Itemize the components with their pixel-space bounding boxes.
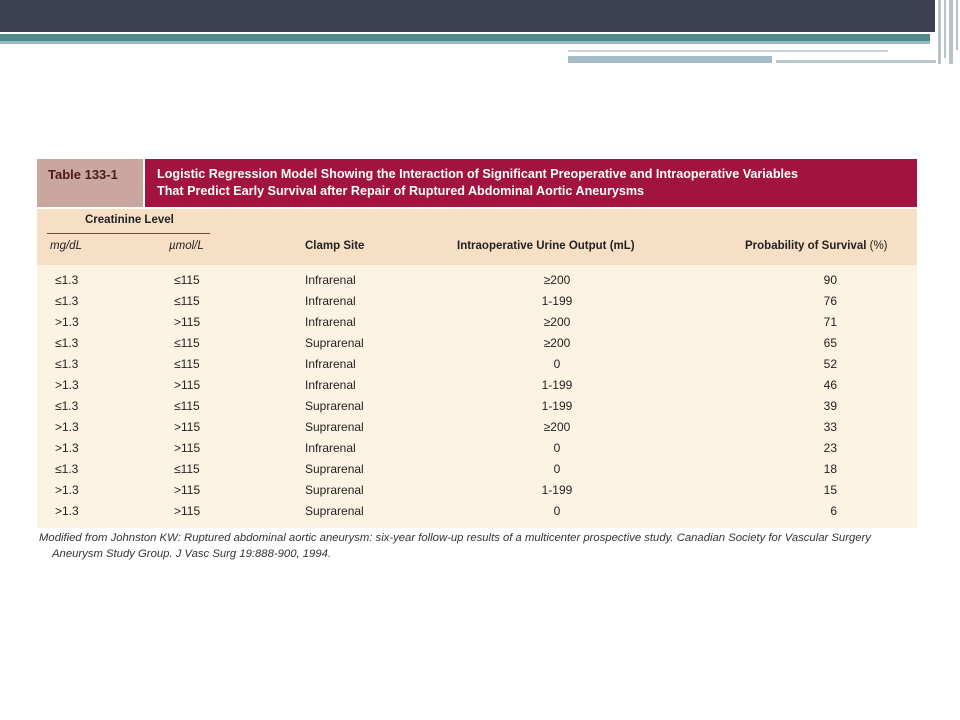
table-footnote (39, 530, 919, 562)
table-title (145, 159, 917, 207)
slide-accent-band (0, 34, 930, 41)
cell-creatinine-mgdl: >1.3 (55, 420, 79, 434)
column-header-mgdl: mg/dL (50, 240, 82, 252)
cell-clamp-site: Suprarenal (305, 336, 364, 350)
cell-urine-output: ≥200 (543, 420, 571, 434)
column-header-probability: Probability of Survival (%) (745, 240, 888, 252)
table-row (37, 333, 917, 354)
cell-clamp-site: Infrarenal (305, 357, 356, 371)
cell-probability: 46 (823, 378, 837, 392)
cell-urine-output: 1-199 (541, 399, 573, 413)
footnote-line: Modified from Johnston KW: Ruptured abdominal aortic aneurysm: six-year follow-up results of a multicenter prospective study. Canadian Society for Vascular Surgery (39, 532, 871, 544)
cell-urine-output: 1-199 (541, 378, 573, 392)
footnote-line: Aneurysm Study Group. J Vasc Surg 19:888-900, 1994. (52, 548, 332, 560)
cell-urine-output: 0 (553, 357, 561, 371)
cell-creatinine-mgdl: >1.3 (55, 441, 79, 455)
cell-creatinine-umol: ≤115 (174, 336, 200, 350)
cell-probability: 39 (823, 399, 837, 413)
cell-probability: 90 (823, 273, 837, 287)
cell-creatinine-mgdl: ≤1.3 (55, 462, 79, 476)
cell-urine-output: 0 (553, 504, 561, 518)
cell-clamp-site: Infrarenal (305, 315, 356, 329)
cell-clamp-site: Infrarenal (305, 378, 356, 392)
cell-clamp-site: Infrarenal (305, 441, 356, 455)
cell-urine-output: ≥200 (543, 315, 571, 329)
cell-probability: 18 (823, 462, 837, 476)
table-title-line: That Predict Early Survival after Repair of Ruptured Abdominal Aortic Aneurysms (157, 184, 645, 198)
cell-creatinine-mgdl: ≤1.3 (55, 273, 79, 287)
cell-clamp-site: Suprarenal (305, 483, 364, 497)
table-row (37, 438, 917, 459)
column-header-umol: µmol/L (169, 240, 204, 252)
table-row (37, 270, 917, 291)
cell-clamp-site: Infrarenal (305, 273, 356, 287)
cell-clamp-site: Suprarenal (305, 399, 364, 413)
slide-decor-vertical-bars (936, 0, 960, 64)
cell-creatinine-umol: >115 (174, 378, 201, 392)
cell-creatinine-mgdl: >1.3 (55, 483, 79, 497)
cell-creatinine-umol: >115 (174, 315, 201, 329)
cell-creatinine-mgdl: ≤1.3 (55, 294, 79, 308)
table-number: Table 133-1 (37, 159, 143, 207)
cell-creatinine-mgdl: ≤1.3 (55, 357, 79, 371)
cell-urine-output: 0 (553, 441, 561, 455)
table-row (37, 459, 917, 480)
column-header-clamp-site: Clamp Site (305, 240, 365, 252)
slide-decor-line (568, 56, 772, 63)
table-body (37, 265, 917, 528)
cell-creatinine-umol: ≤115 (174, 357, 200, 371)
cell-creatinine-umol: ≤115 (174, 294, 200, 308)
table-row (37, 417, 917, 438)
cell-urine-output: 0 (553, 462, 561, 476)
table-row (37, 291, 917, 312)
slide-decor-line (776, 60, 936, 63)
column-group-creatinine: Creatinine Level (85, 214, 174, 226)
table-title-line: Logistic Regression Model Showing the Interaction of Significant Preoperative and Intraoperative Variables (157, 167, 799, 181)
table-figure (37, 159, 917, 528)
cell-creatinine-mgdl: ≤1.3 (55, 336, 79, 350)
table-column-header (37, 207, 917, 265)
cell-clamp-site: Infrarenal (305, 294, 356, 308)
cell-urine-output: ≥200 (543, 336, 571, 350)
table-row (37, 396, 917, 417)
cell-clamp-site: Suprarenal (305, 462, 364, 476)
cell-creatinine-umol: ≤115 (174, 399, 200, 413)
cell-probability: 6 (830, 504, 837, 518)
cell-clamp-site: Suprarenal (305, 504, 364, 518)
cell-probability: 23 (823, 441, 837, 455)
cell-clamp-site: Suprarenal (305, 420, 364, 434)
table-row (37, 501, 917, 522)
column-header-urine-output: Intraoperative Urine Output (mL) (457, 240, 635, 252)
cell-probability: 71 (823, 315, 837, 329)
cell-creatinine-umol: >115 (174, 441, 201, 455)
cell-urine-output: ≥200 (543, 273, 571, 287)
cell-creatinine-mgdl: ≤1.3 (55, 399, 79, 413)
cell-creatinine-mgdl: >1.3 (55, 378, 79, 392)
cell-urine-output: 1-199 (541, 294, 573, 308)
table-row (37, 375, 917, 396)
cell-creatinine-mgdl: >1.3 (55, 315, 79, 329)
table-title-bar (37, 159, 917, 207)
column-group-rule (47, 233, 210, 234)
column-header-unit: (%) (869, 240, 888, 252)
cell-creatinine-umol: >115 (174, 420, 201, 434)
slide-header-band (0, 0, 935, 32)
table-row (37, 312, 917, 333)
cell-creatinine-umol: ≤115 (174, 273, 200, 287)
table-row (37, 354, 917, 375)
slide-decor-line (568, 50, 888, 52)
cell-creatinine-mgdl: >1.3 (55, 504, 79, 518)
cell-probability: 52 (823, 357, 837, 371)
cell-creatinine-umol: >115 (174, 504, 201, 518)
cell-creatinine-umol: >115 (174, 483, 201, 497)
cell-probability: 33 (823, 420, 837, 434)
cell-urine-output: 1-199 (541, 483, 573, 497)
cell-probability: 15 (823, 483, 837, 497)
cell-probability: 65 (823, 336, 837, 350)
slide-accent-line (0, 41, 930, 44)
table-row (37, 480, 917, 501)
cell-creatinine-umol: ≤115 (174, 462, 200, 476)
cell-probability: 76 (823, 294, 837, 308)
